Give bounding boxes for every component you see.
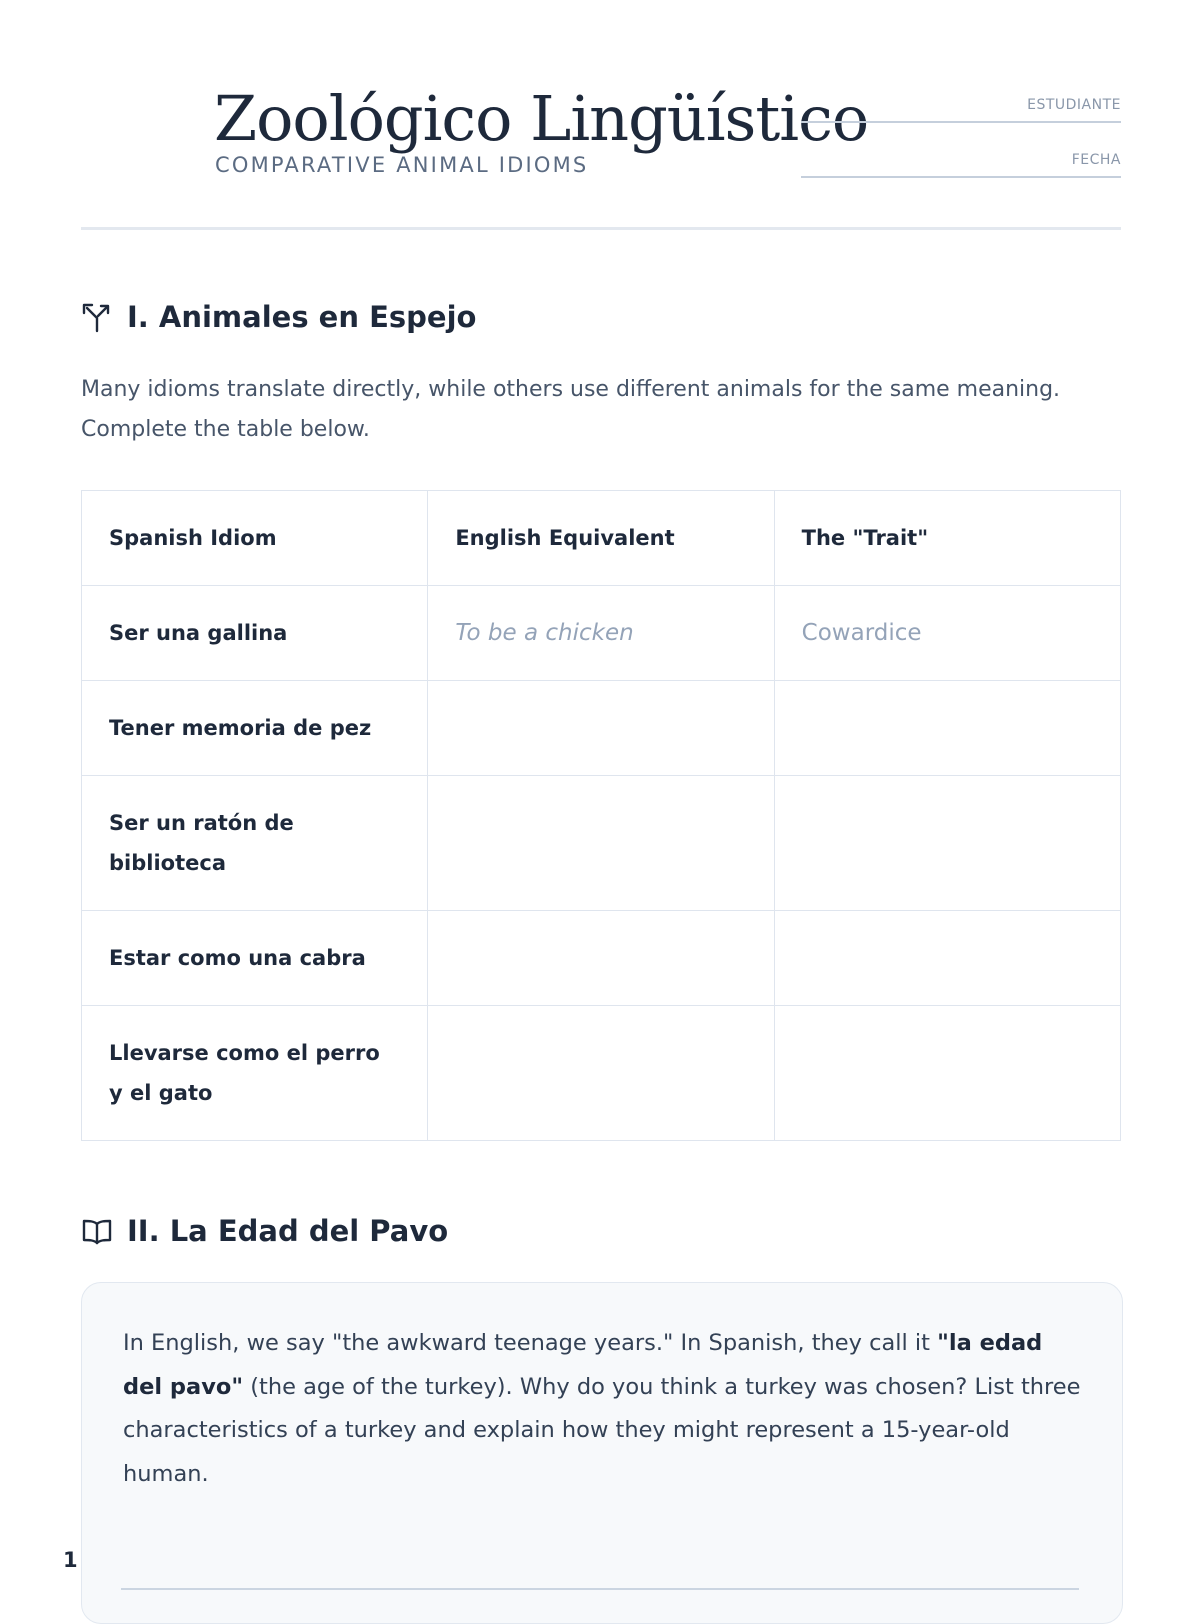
- english-answer-cell[interactable]: [428, 1006, 774, 1141]
- answer-line[interactable]: [121, 1588, 1079, 1590]
- student-field-label: ESTUDIANTE: [1027, 97, 1121, 113]
- idiom-cell: Ser un ratón de biblioteca: [82, 776, 428, 911]
- open-book-icon: [81, 1215, 113, 1247]
- split-arrows-icon: [81, 301, 113, 333]
- section-1-title: I. Animales en Espejo: [127, 300, 477, 334]
- english-answer-cell[interactable]: [428, 776, 774, 911]
- prompt-text-highlight: "la edad del pavo": [123, 1330, 1043, 1400]
- trait-answer-cell[interactable]: [774, 911, 1120, 1006]
- english-example-cell: To be a chicken: [428, 586, 774, 681]
- trait-answer-cell[interactable]: [774, 681, 1120, 776]
- idiom-cell: Ser una gallina: [82, 586, 428, 681]
- student-name-field[interactable]: [801, 97, 1121, 123]
- english-answer-cell[interactable]: [428, 681, 774, 776]
- table-row: [82, 586, 1121, 681]
- idiom-table: [81, 490, 1121, 1141]
- prompt-text-end: (the age of the turkey). Why do you think a turkey was chosen? List three characteristics of a turkey and explain how they might represent a 15-year-old human.: [123, 1373, 1081, 1487]
- worksheet-header: [81, 0, 1121, 230]
- idiom-cell: Tener memoria de pez: [82, 681, 428, 776]
- column-header-english: English Equivalent: [428, 491, 774, 586]
- page-title: Zoológico Lingüístico: [214, 82, 869, 155]
- english-answer-cell[interactable]: [428, 911, 774, 1006]
- worksheet-page: [81, 0, 1121, 1600]
- header-divider: [81, 227, 1121, 230]
- prompt-text-start: In English, we say "the awkward teenage years." In Spanish, they call it: [123, 1330, 938, 1356]
- trait-example-cell: Cowardice: [774, 586, 1120, 681]
- section-1-intro: Many idioms translate directly, while others use different animals for the same meaning. Complete the table below.: [81, 377, 1061, 442]
- prompt-box: [81, 1282, 1123, 1624]
- table-row: [82, 911, 1121, 1006]
- page-subtitle: COMPARATIVE ANIMAL IDIOMS: [215, 153, 589, 177]
- table-row: [82, 776, 1121, 911]
- answer-number: 1: [63, 1548, 78, 1572]
- column-header-trait: The "Trait": [774, 491, 1120, 586]
- date-field[interactable]: [801, 152, 1121, 178]
- table-header-row: [82, 491, 1121, 586]
- section-2-title: II. La Edad del Pavo: [127, 1214, 449, 1248]
- trait-answer-cell[interactable]: [774, 1006, 1120, 1141]
- idiom-cell: Estar como una cabra: [82, 911, 428, 1006]
- table-row: [82, 681, 1121, 776]
- date-field-label: FECHA: [1071, 152, 1121, 168]
- section-1-heading: [81, 300, 476, 334]
- section-2-heading: [81, 1214, 448, 1248]
- idiom-cell: Llevarse como el perro y el gato: [82, 1006, 428, 1141]
- prompt-text: [123, 1322, 1083, 1496]
- column-header-spanish: Spanish Idiom: [82, 491, 428, 586]
- table-row: [82, 1006, 1121, 1141]
- trait-answer-cell[interactable]: [774, 776, 1120, 911]
